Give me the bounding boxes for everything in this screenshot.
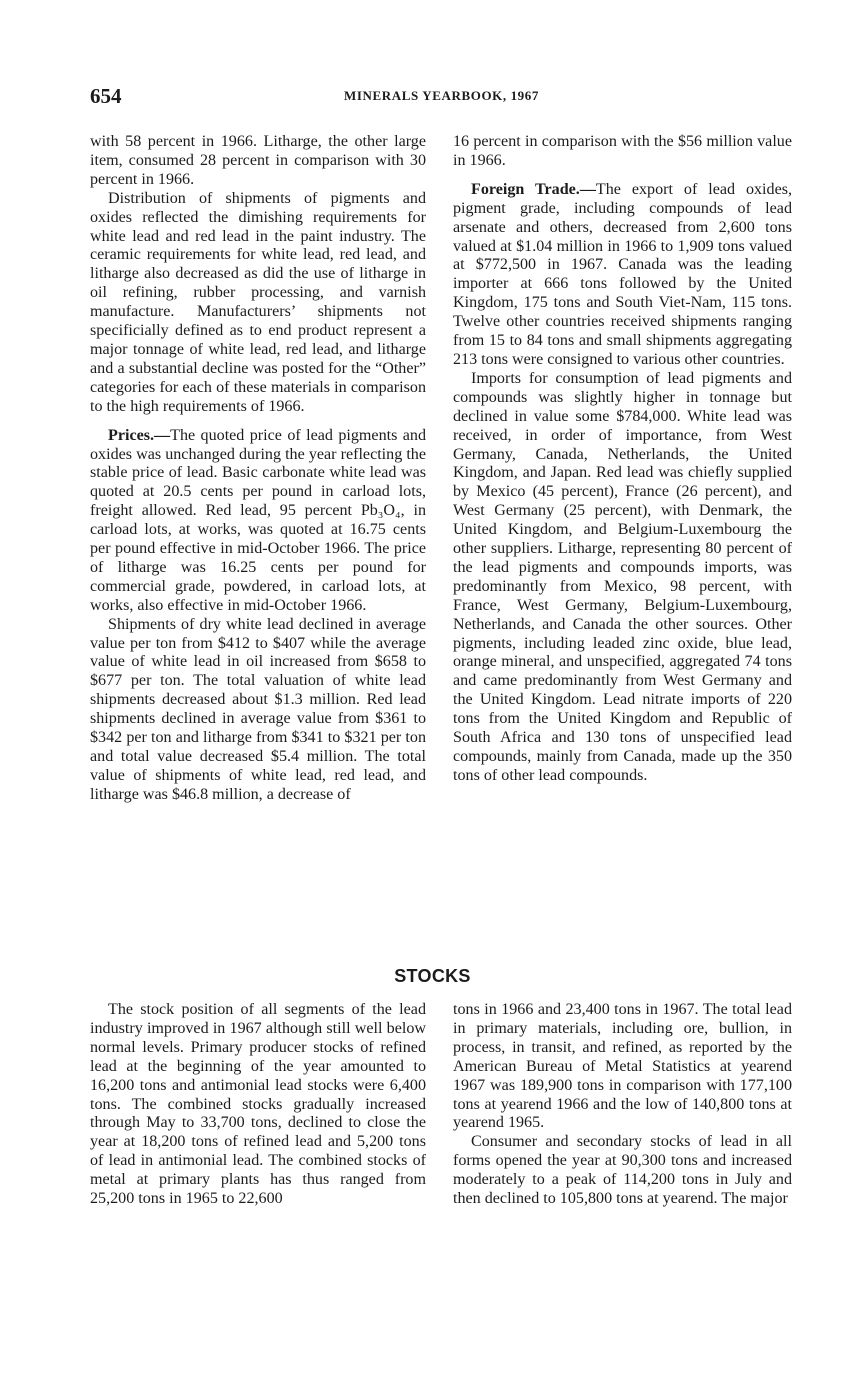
stocks-heading: STOCKS xyxy=(394,966,471,986)
running-head: MINERALS YEARBOOK, 1967 xyxy=(344,88,539,103)
right-column-bottom xyxy=(453,1001,792,1209)
paragraph: Shipments of dry white lead declined in average value per ton from $412 to $407 while the average value of white lead in oil increased from $658 to $677 per ton. The total valuation of white lead shipments decreased about $1.3 million. Red lead shipments declined in average value from $361 to $342 per ton and litharge from $341 to $321 per ton and total value decreased $5.4 million. The total value of shipments of white lead, red lead, and litharge was $46.8 million, a decrease of xyxy=(90,615,426,803)
paragraph: The stock position of all segments of the lead industry improved in 1967 although still well below normal levels. Primary producer stocks of refined lead at the beginning of the year amounted to 16,200 tons and antimonial lead stocks were 6,400 tons. The combined stocks gradually increased through May to 33,700 tons, declined to close the year at 18,200 tons of refined lead and 5,200 tons of lead in antimonial lead. The combined stocks of metal at primary plants has thus ranged from 25,200 tons in 1965 to 22,600 xyxy=(90,1001,426,1208)
right-column-top xyxy=(453,133,792,786)
paragraph-text: The quoted price of lead pigments and oxides was unchanged during the year reflecting the stable price of lead. Basic carbonate white lead was quoted at 20.5 cents per pound in carload lots, freight allowed. Red lead, 95 percent Pb₃O₄, in carload lots, at works, was quoted at 16.75 cents per pound effective in mid-October 1966. The price of litharge was 16.25 cents per pound for commercial grade, powdered, in carload lots, at works, also effective in mid-October 1966. xyxy=(90,426,426,614)
paragraph: Consumer and secondary stocks of lead in all forms opened the year at 90,300 tons and increased moderately to a peak of 114,200 tons in July and then declined to 105,800 tons at yearend. The major xyxy=(453,1133,792,1208)
page-number: 654 xyxy=(90,84,122,108)
left-column-bottom xyxy=(90,1001,426,1209)
paragraph: 16 percent in comparison with the $56 million value in 1966. xyxy=(453,133,792,169)
paragraph: tons in 1966 and 23,400 tons in 1967. The total lead in primary materials, including ore, bullion, in process, in transit, and refined, as reported by the American Bureau of Metal Statistics at yearend 1967 was 189,900 tons in comparison with 177,100 tons at yearend 1966 and the low of 140,800 tons at yearend 1965. xyxy=(453,1001,792,1132)
paragraph-text: The export of lead oxides, pigment grade, including compounds of lead arsenate and others, decreased from 2,600 tons valued at $1.04 million in 1966 to 1,909 tons valued at $772,500 in 1967. Canada was the leading importer at 666 tons followed by the United Kingdom, 175 tons and South Viet-Nam, 115 tons. Twelve other countries received shipments ranging from 15 to 84 tons and small shipments aggregating 213 tons were consigned to various other countries. xyxy=(453,180,793,368)
page-header xyxy=(90,84,793,110)
foreign-trade-heading: Foreign Trade.— xyxy=(471,180,596,198)
paragraph: with 58 percent in 1966. Litharge, the other large item, consumed 28 percent in comparison with 30 percent in 1966. xyxy=(90,133,426,188)
prices-heading: Prices.— xyxy=(108,426,171,444)
paragraph: Imports for consumption of lead pigments and compounds was slightly higher in tonnage but declined in value some $784,000. White lead was received, in order of importance, from West Germany, Canada, Netherlands, the United Kingdom, and Japan. Red lead was chiefly supplied by Mexico (45 percent), France (26 percent), and West Germany (25 percent), with Denmark, the United Kingdom, and Belgium-Luxembourg the other suppliers. Litharge, representing 80 percent of the lead pigments and compounds imports, was predominantly from Mexico, 98 percent, with France, West Germany, Belgium-Luxembourg, Netherlands, and Canada the other sources. Other pigments, including leaded zinc oxide, blue lead, orange mineral, and unspecified, aggregated 74 tons and came predominantly from West Germany and the United Kingdom. Lead nitrate imports of 220 tons from the United Kingdom and Republic of South Africa and 130 tons of unspecified lead compounds, mainly from Canada, made up the 350 tons of other lead compounds. xyxy=(453,369,792,784)
paragraph: Distribution of shipments of pigments and oxides reflected the dimishing requirements for white lead and red lead in the paint industry. The ceramic requirements for white lead, red lead, and litharge also decreased as did the use of litharge in oil refining, rubber processing, and varnish manufacture. Manufacturers’ shipments not specificially defined as to end product represent a major tonnage of white lead, red lead, and litharge and a substantial decline was posted for the “Other” categories for each of these materials in comparison to the high requirements of 1966. xyxy=(90,189,426,415)
left-column-top xyxy=(90,133,426,805)
prices-paragraph xyxy=(90,427,426,616)
foreign-trade-paragraph xyxy=(453,181,792,370)
